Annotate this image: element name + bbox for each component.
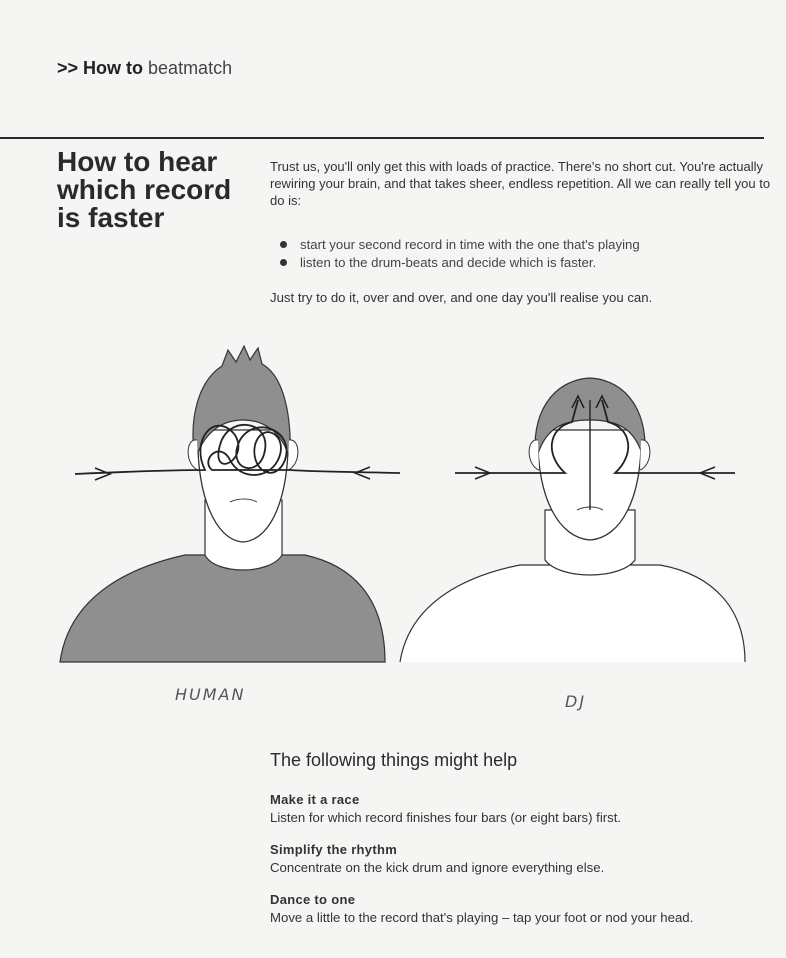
tip-body: Listen for which record finishes four bars (or eight bars) first. — [270, 810, 622, 825]
human-ear-right — [288, 440, 298, 470]
tip-item — [270, 892, 775, 926]
list-item: start your second record in time with the one that's playing — [300, 237, 640, 252]
tip-item — [270, 792, 775, 826]
bullet-list — [300, 236, 640, 272]
tip-body: Move a little to the record that's playing – tap your foot or nod your head. — [270, 910, 694, 925]
intro-paragraph: Trust us, you'll only get this with loads of practice. There's no short cut. You're actually rewiring your brain, and that takes sheer, endless repetition. All we can really tell you to do is: — [270, 159, 771, 208]
breadcrumb — [57, 58, 232, 79]
human-ear-left — [188, 440, 198, 470]
dj-shoulders — [400, 565, 745, 662]
dj-ear-left — [529, 440, 539, 470]
dj-figure — [400, 378, 745, 662]
caption-human: HUMAN — [175, 685, 246, 704]
dj-ear-right — [640, 440, 650, 470]
tip-body: Concentrate on the kick drum and ignore everything else. — [270, 860, 605, 875]
section-divider — [0, 137, 764, 139]
list-item: listen to the drum-beats and decide which is faster. — [300, 254, 640, 272]
breadcrumb-prefix: >> How to — [57, 58, 144, 78]
human-figure — [60, 346, 400, 662]
tip-item — [270, 842, 775, 876]
human-shoulders — [60, 555, 385, 662]
tip-title: Dance to one — [270, 892, 356, 907]
human-vs-dj-illustration — [0, 320, 786, 675]
page-title: How to hear which record is faster — [57, 146, 232, 233]
closing-paragraph: Just try to do it, over and over, and one day you'll realise you can. — [270, 290, 653, 305]
caption-dj: DJ — [565, 692, 587, 711]
tips-heading: The following things might help — [270, 750, 518, 770]
tip-title: Make it a race — [270, 792, 360, 807]
breadcrumb-topic: beatmatch — [148, 58, 233, 78]
tip-title: Simplify the rhythm — [270, 842, 398, 857]
arrow-head — [95, 468, 110, 480]
